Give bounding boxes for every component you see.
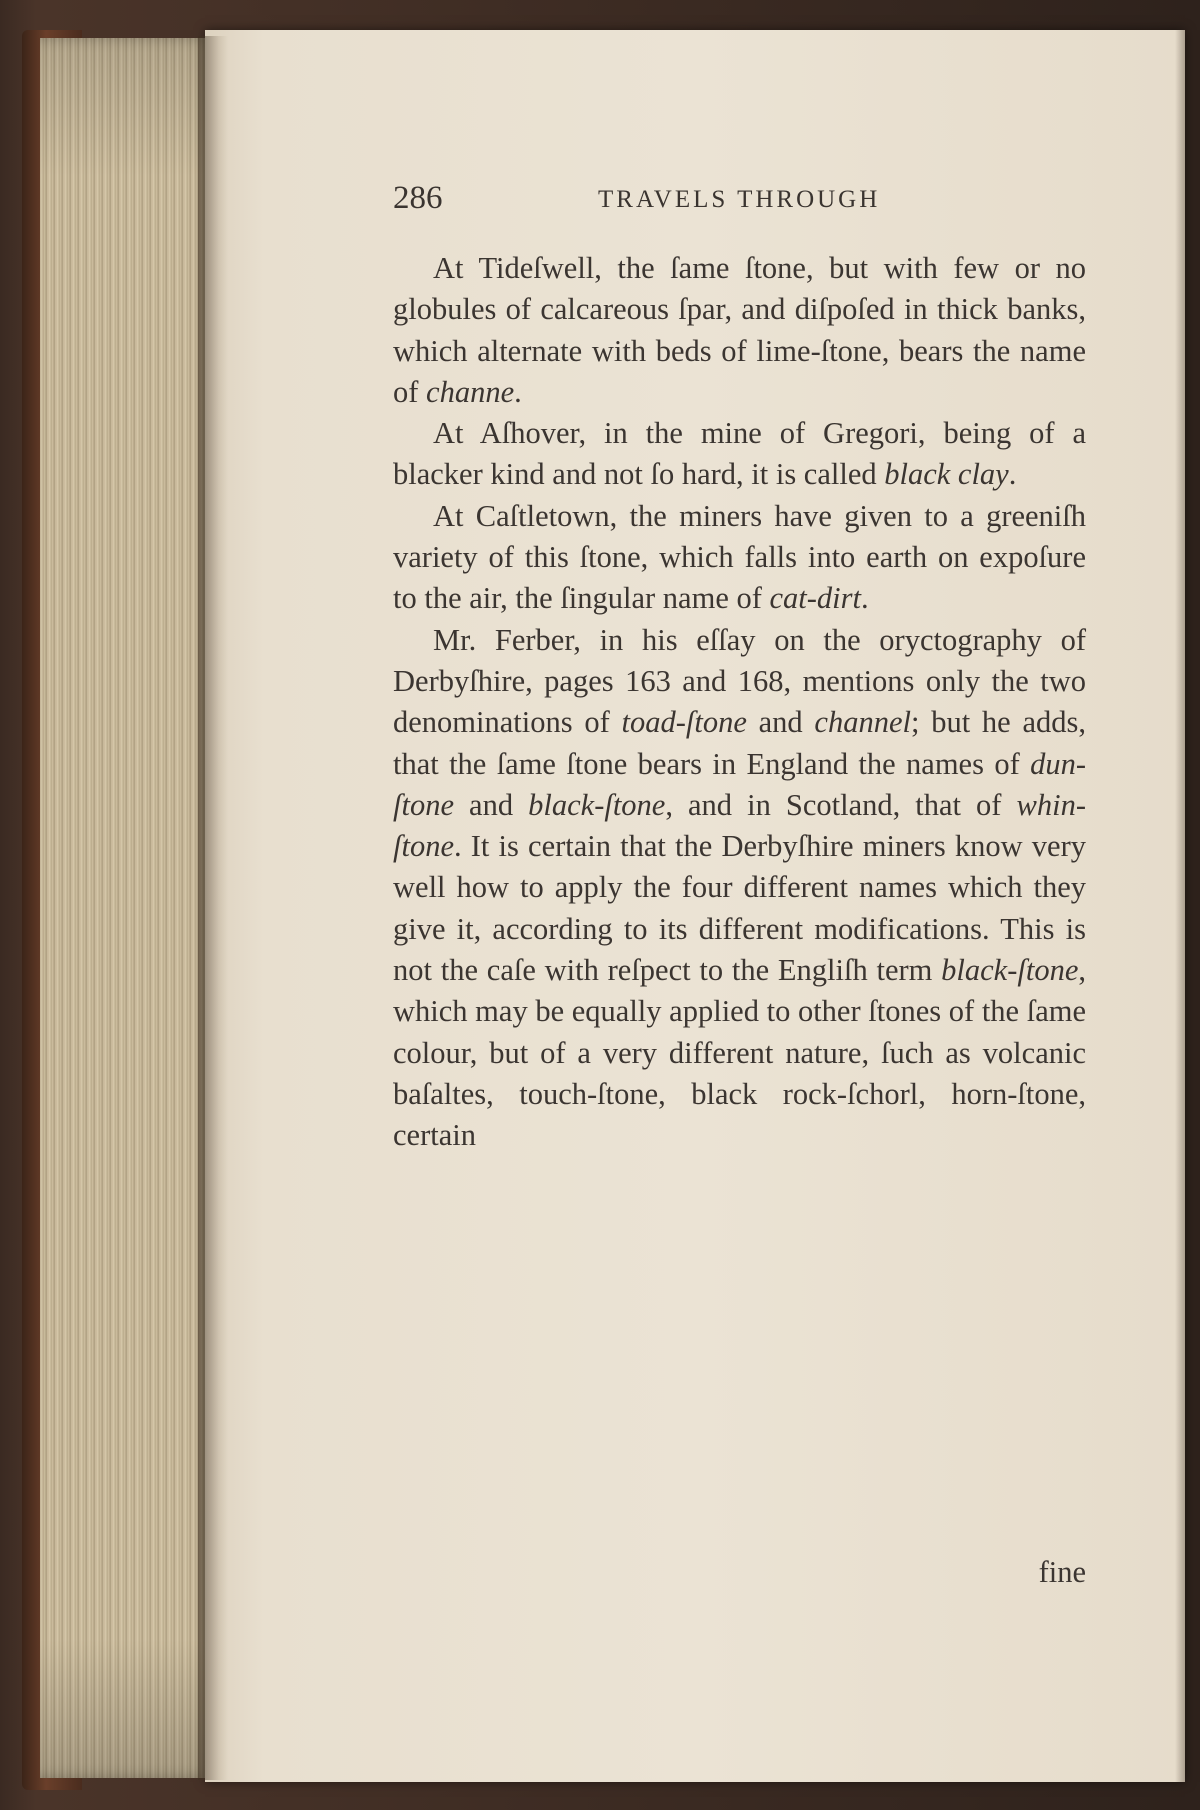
text-run: , and in Scotland, that of	[665, 787, 1017, 822]
text-run: .	[1008, 457, 1017, 492]
text-run: At Aſhover, in the mine of Gregori, being of a blacker kind and not ſo hard, it is called	[393, 416, 1086, 492]
italic-term: channel	[814, 705, 911, 740]
page-number: 286	[393, 180, 443, 216]
italic-term: black-ſtone	[528, 787, 666, 822]
paragraph	[393, 413, 1086, 496]
text-run: , which may be equally applied to other ſtones of the ſame colour, but of a very different nature, ſuch as volcanic baſaltes, touch-ſtone, black rock-ſchorl, horn-ſtone, certain	[393, 953, 1086, 1153]
book-page	[205, 30, 1185, 1782]
text-run: .	[514, 374, 522, 409]
text-run: .	[861, 581, 869, 616]
italic-term: toad-ſtone	[621, 705, 747, 740]
paragraph	[393, 248, 1086, 413]
text-run: and	[454, 787, 529, 822]
page-edges-stack	[40, 38, 215, 1778]
paragraph	[393, 496, 1086, 620]
italic-term: black-ſtone	[941, 953, 1079, 988]
paragraph	[393, 620, 1086, 1157]
text-run: At Caſtletown, the miners have given to a greeniſh variety of this ſtone, which falls into earth on expoſure to the air, the ſingular name of	[393, 498, 1086, 616]
text-run: At Tideſwell, the ſame ſtone, but with few or no globules of calcareous ſpar, and diſpoſed in thick banks, which alternate with beds of lime-ſtone, bears the name of	[393, 251, 1086, 409]
italic-term: channe	[426, 374, 515, 409]
running-head: TRAVELS THROUGH	[598, 186, 881, 213]
italic-term: black clay	[884, 457, 1009, 492]
italic-term: whin-ſtone	[393, 787, 1086, 864]
text-run: . It is certain that the Derbyſhire miners know very well how to apply the four different names which they give it, according to its different modifications. This is not the caſe with reſpect to the Engliſh term	[393, 829, 1086, 988]
catchword: fine	[1038, 1555, 1086, 1589]
body-text	[393, 248, 1086, 1157]
italic-term: cat-dirt	[769, 581, 862, 616]
italic-term: dun-ſtone	[393, 746, 1086, 822]
page-right-shadow	[1175, 30, 1185, 1782]
book-gutter-shadow	[198, 36, 228, 1780]
text-run: and	[746, 705, 815, 740]
text-run: Mr. Ferber, in his eſſay on the oryctography of Derbyſhire, pages 163 and 168, mentions only the two denominations of	[393, 622, 1086, 740]
text-run: ; but he adds, that the ſame ſtone bears in England the names of	[393, 705, 1086, 781]
